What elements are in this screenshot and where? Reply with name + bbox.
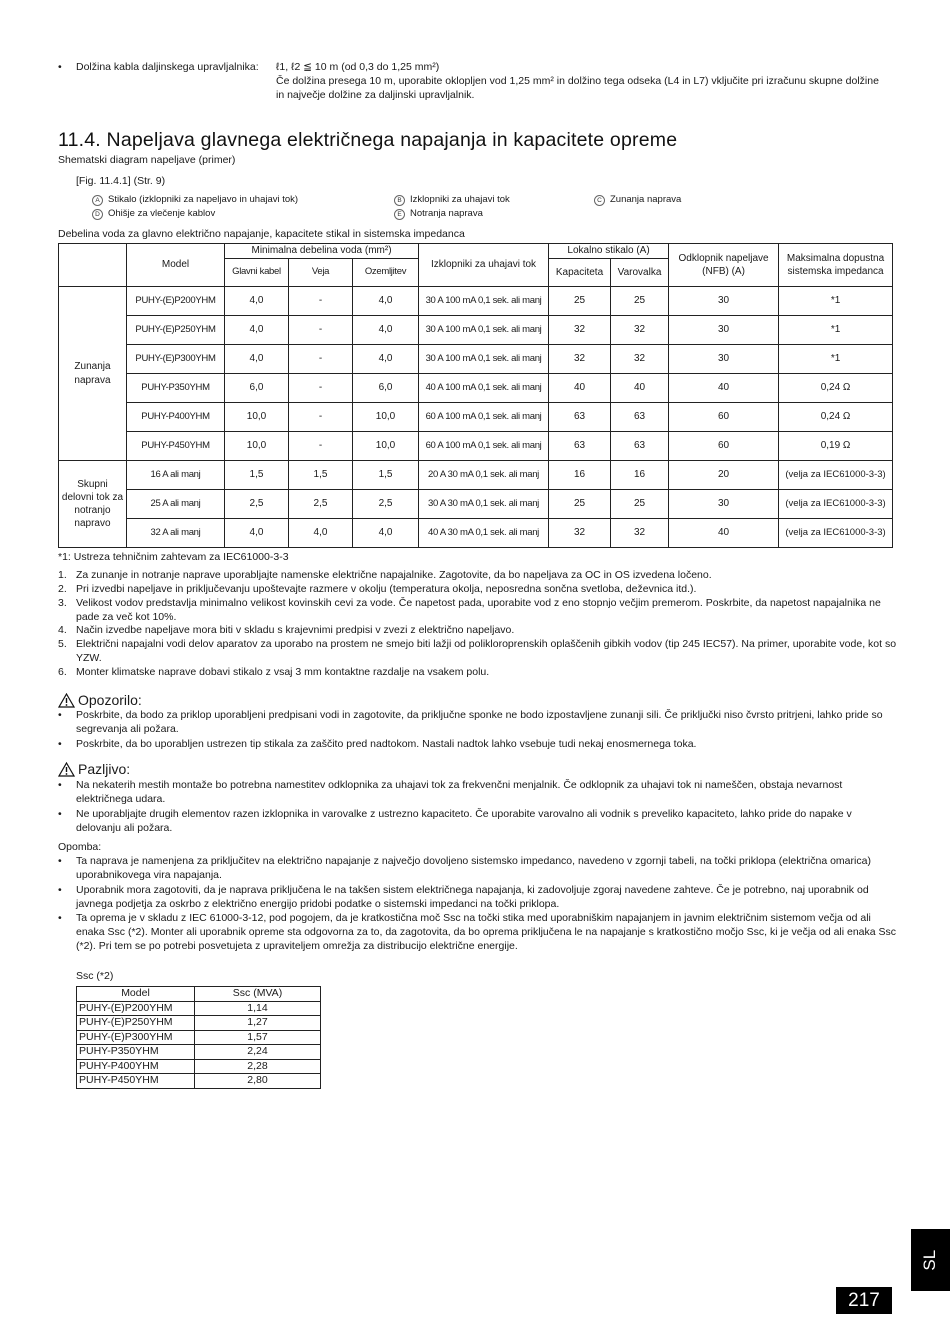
legend-key: B: [394, 195, 405, 206]
bullet: •: [58, 61, 62, 73]
table-row: [59, 432, 893, 461]
legend-text: Zunanja naprava: [610, 194, 682, 205]
cell-leak: 20 A 30 mA 0,1 sek. ali manj: [419, 461, 549, 490]
cable-length-line1: ℓ1, ℓ2 ≦ 10 m (od 0,3 do 1,25 mm²): [276, 61, 440, 73]
cell-fuse: 32: [611, 316, 669, 345]
cell-branch: 2,5: [289, 490, 353, 519]
ssc-table: [76, 986, 321, 1089]
cell-impedance: 0,24 Ω: [779, 403, 893, 432]
note-text: Velikost vodov predstavlja minimalno velikost kovinskih cevi za vode. Če napetost pada, uporabite vod z eno stopnjo večjim premerom. Poskrbite, da napetost napajalnika ne pade za več kot 10%.: [76, 596, 881, 623]
legend-item: [92, 208, 215, 221]
table-row: [59, 316, 893, 345]
legend-text: Stikalo (izklopniki za napeljavo in uhajavi tok): [108, 194, 299, 205]
legend-text: Izklopniki za uhajavi tok: [410, 194, 510, 205]
cell-nfb: 60: [669, 403, 779, 432]
cell-ground: 4,0: [353, 345, 419, 374]
ssc-value: 2,24: [195, 1045, 321, 1060]
cell-model: PUHY-P450YHM: [127, 432, 225, 461]
cell-fuse: 25: [611, 287, 669, 316]
cell-ground: 1,5: [353, 461, 419, 490]
legend-item: [394, 194, 510, 207]
caution-text: Ne uporabljajte drugih elementov razen izklopnika in varovalke z ustrezno kapaciteto. Če uporabite varovalno ali vodnik s preveliko kapaciteto, lahko pride do napake v delovanju ali požara.: [76, 807, 852, 834]
cell-nfb: 30: [669, 316, 779, 345]
note-number: 4.: [58, 624, 67, 637]
cell-main: 2,5: [225, 490, 289, 519]
cell-capacity: 63: [549, 403, 611, 432]
note-text: Za zunanje in notranje naprave uporabljajte namenske električne napajalnike. Zagotovite, da bo napeljava za OC in OS izvedena ločeno.: [76, 569, 712, 581]
remark-title: Opomba:: [58, 841, 102, 853]
cell-nfb: 20: [669, 461, 779, 490]
cell-nfb: 40: [669, 374, 779, 403]
section-title: 11.4. Napeljava glavnega električnega napajanja in kapacitete opreme: [58, 129, 678, 151]
ssc-caption: Ssc (*2): [76, 970, 114, 982]
cell-fuse: 16: [611, 461, 669, 490]
cell-fuse: 25: [611, 490, 669, 519]
remark-text: Uporabnik mora zagotoviti, da je naprava priključena le na takšen sistem električnega napajanja, ki zadovoljuje zgoraj navedene zahteve. Če je potrebno, naj uporabnik od javnega podjetja za oskrbo z električno energijo pridobi podatke o sistemski impedanci na točki priklopa.: [76, 883, 869, 910]
cell-model: 32 A ali manj: [127, 519, 225, 548]
cell-model: 16 A ali manj: [127, 461, 225, 490]
list-item: • Poskrbite, da bo uporabljen ustrezen tip stikala za zaščito pred nadtokom. Nastali nadtok lahko vsebuje tudi nekaj enosmernega toka.: [58, 737, 697, 750]
list-item: [58, 624, 898, 638]
note-number: 6.: [58, 666, 67, 679]
note-number: 3.: [58, 596, 67, 609]
cell-model: PUHY-(E)P200YHM: [127, 287, 225, 316]
warning-heading: [58, 691, 142, 709]
list-item: [58, 569, 898, 583]
ssc-header-value: Ssc (MVA): [195, 987, 321, 1002]
cell-impedance: (velja za IEC61000-3-3): [779, 519, 893, 548]
cable-length-label: Dolžina kabla daljinskega upravljalnika:: [76, 61, 259, 73]
cell-leak: 30 A 30 mA 0,1 sek. ali manj: [419, 490, 549, 519]
cell-main: 10,0: [225, 403, 289, 432]
cell-model: PUHY-P400YHM: [127, 403, 225, 432]
group-total-current: Skupni delovni tok za notranjo napravo: [59, 461, 127, 548]
list-item: • Na nekaterih mestih montaže bo potrebna namestitev odklopnika za uhajavi tok za frekvenčni menjalnik. Če odklopnik za uhajavi tok ni nameščen, obstaja nevarnost električnega udara.: [58, 779, 898, 807]
cell-leak: 40 A 100 mA 0,1 sek. ali manj: [419, 374, 549, 403]
caution-list: [58, 779, 898, 836]
cell-fuse: 40: [611, 374, 669, 403]
figure-reference: [Fig. 11.4.1] (Str. 9): [76, 175, 166, 187]
table-row: [59, 345, 893, 374]
header-model: Model: [127, 244, 225, 287]
cell-impedance: 0,19 Ω: [779, 432, 893, 461]
cell-nfb: 30: [669, 490, 779, 519]
header-ground: Ozemljitev: [353, 259, 419, 287]
header-capacity: Kapaciteta: [549, 259, 611, 287]
table-row: [77, 1001, 321, 1016]
cell-impedance: *1: [779, 345, 893, 374]
cell-leak: 60 A 100 mA 0,1 sek. ali manj: [419, 403, 549, 432]
cell-impedance: 0,24 Ω: [779, 374, 893, 403]
section-subtitle: Shematski diagram napeljave (primer): [58, 154, 236, 166]
legend-item: [394, 208, 483, 221]
legend-key: C: [594, 195, 605, 206]
cell-capacity: 25: [549, 287, 611, 316]
warning-list: [58, 709, 898, 753]
list-item: • Ta oprema je v skladu z IEC 61000-3-12, pod pogojem, da je kratkostična moč Ssc na točki stika med uporabniškim napajanjem in javnim električnim sistemom večja od ali enaka Ssc (*2). Monter ali uporabnik opreme sta odgovorna za to, da zagotovita, da bo oprema priključena le na napajanje s kratkostično močjo Ssc, ki je večja od ali enaka Ssc (*2). Pri tem se po potrebi posvetujeta z upraviteljem omrežja za distribucijo električne energije.: [58, 912, 897, 953]
note-text: Pri izvedbi napeljave in priključevanju upoštevajte razmere v okolju (temperatura okolja, neposredna sončna svetloba, deževnica itd.).: [76, 582, 697, 595]
cell-nfb: 30: [669, 345, 779, 374]
cell-main: 4,0: [225, 316, 289, 345]
list-item: [58, 597, 898, 625]
ssc-header-model: Model: [77, 987, 195, 1002]
cell-fuse: 63: [611, 432, 669, 461]
list-item: [58, 638, 898, 666]
ssc-model: PUHY-(E)P200YHM: [77, 1001, 195, 1016]
cell-leak: 60 A 100 mA 0,1 sek. ali manj: [419, 432, 549, 461]
ssc-model: PUHY-P350YHM: [77, 1045, 195, 1060]
cell-ground: 4,0: [353, 316, 419, 345]
warning-title: Opozorilo:: [78, 692, 142, 708]
cell-branch: -: [289, 432, 353, 461]
cell-leak: 30 A 100 mA 0,1 sek. ali manj: [419, 345, 549, 374]
legend-key: A: [92, 195, 103, 206]
table-caption: Debelina voda za glavno električno napajanje, kapacitete stikal in sistemska impedanca: [58, 228, 465, 240]
cell-capacity: 63: [549, 432, 611, 461]
cell-leak: 30 A 100 mA 0,1 sek. ali manj: [419, 316, 549, 345]
caution-heading: [58, 760, 130, 778]
cell-main: 4,0: [225, 345, 289, 374]
cell-branch: 4,0: [289, 519, 353, 548]
cell-main: 1,5: [225, 461, 289, 490]
table-row: [77, 1030, 321, 1045]
cell-branch: -: [289, 316, 353, 345]
list-item: • Uporabnik mora zagotoviti, da je naprava priključena le na takšen sistem električnega napajanja, ki zadovoljuje zgoraj navedene zahteve. Če je potrebno, naj uporabnik od javnega podjetja za oskrbo z električno energijo pridobi podatke o sistemski impedanci na točki priklopa.: [58, 884, 898, 912]
table-row: [59, 374, 893, 403]
remark-text: Ta naprava je namenjena za priključitev na električno napajanje z največjo dovoljeno sistemsko impedanco, navedeno v zgornji tabeli, na točki priklopa (električna omarica) uporabnikovega vira napajanja.: [76, 855, 871, 881]
ssc-value: 1,14: [195, 1001, 321, 1016]
cable-length-value: [276, 61, 886, 103]
list-item: [58, 666, 898, 680]
legend-text: Ohišje za vlečenje kablov: [108, 208, 216, 219]
table-row: [77, 1016, 321, 1031]
cell-branch: -: [289, 403, 353, 432]
cell-branch: 1,5: [289, 461, 353, 490]
note-number: 2.: [58, 582, 67, 595]
ssc-model: PUHY-P400YHM: [77, 1059, 195, 1074]
table-header-row: [77, 987, 321, 1002]
cell-ground: 10,0: [353, 432, 419, 461]
cell-branch: -: [289, 374, 353, 403]
cell-main: 10,0: [225, 432, 289, 461]
legend-key: E: [394, 209, 405, 220]
ssc-value: 2,80: [195, 1074, 321, 1089]
note-text: Monter klimatske naprave dobavi stikalo z vsaj 3 mm kontaktne razdalje na vsakem polu.: [76, 666, 490, 679]
legend-item: [594, 194, 681, 207]
cell-impedance: *1: [779, 287, 893, 316]
remark-list: [58, 855, 898, 955]
header-nfb: Odklopnik napeljave (NFB) (A): [669, 244, 779, 287]
ssc-model: PUHY-(E)P250YHM: [77, 1016, 195, 1031]
list-item: • Ta naprava je namenjena za priključitev na električno napajanje z največjo dovoljeno sistemsko impedanco, navedeno v zgornji tabeli, na točki priklopa (električna omarica) uporabnikovega vira napajanja.: [58, 855, 898, 883]
cell-capacity: 40: [549, 374, 611, 403]
ssc-value: 1,57: [195, 1030, 321, 1045]
cell-fuse: 32: [611, 345, 669, 374]
cell-model: PUHY-P350YHM: [127, 374, 225, 403]
cell-capacity: 25: [549, 490, 611, 519]
table-row: [59, 287, 893, 316]
ssc-model: PUHY-(E)P300YHM: [77, 1030, 195, 1045]
legend-key: D: [92, 209, 103, 220]
cell-branch: -: [289, 287, 353, 316]
remark-text: Ta oprema je v skladu z IEC 61000-3-12, pod pogojem, da je kratkostična moč Ssc na točki stika med uporabniškim napajanjem in javnim električnim sistemom večja od ali enaka Ssc (*2). Monter ali uporabnik opreme sta odgovorna za to, da zagotovita, da bo oprema priključena le na napajanje s kratkostično močjo Ssc, ki je večja od ali enaka Ssc (*2). Pri tem se po potrebi posvetujeta z upraviteljem omrežja za distribucijo električne energije.: [76, 912, 897, 953]
warning-text: Poskrbite, da bodo za priklop uporabljeni predpisani vodi in zagotovite, da priključne sponke ne bodo izpostavljene zunanji sili. Če priključki niso čvrsto pritrjeni, lahko pride so segrevanja ali požara.: [76, 709, 883, 735]
cell-branch: -: [289, 345, 353, 374]
header-max-impedance: Maksimalna dopustna sistemska impedanca: [779, 244, 893, 287]
legend-item: [92, 194, 298, 207]
cell-impedance: (velja za IEC61000-3-3): [779, 461, 893, 490]
cell-ground: 2,5: [353, 490, 419, 519]
group-outdoor: Zunanja naprava: [59, 287, 127, 461]
cell-main: 6,0: [225, 374, 289, 403]
caution-text: Na nekaterih mestih montaže bo potrebna namestitev odklopnika za uhajavi tok za frekvenčni menjalnik. Če odklopnik za uhajavi tok ni nameščen, obstaja nevarnost električnega udara.: [76, 779, 843, 805]
numbered-notes: [58, 569, 898, 680]
list-item: • Poskrbite, da bodo za priklop uporabljeni predpisani vodi in zagotovite, da priključne sponke ne bodo izpostavljene zunanji sili. Če priključki niso čvrsto pritrjeni, lahko pride so segrevanja ali požara.: [58, 709, 898, 737]
note-number: 5.: [58, 638, 67, 651]
cell-main: 4,0: [225, 287, 289, 316]
list-item: • Ne uporabljajte drugih elementov razen izklopnika in varovalke z ustrezno kapaciteto. Če uporabite varovalno ali vodnik s preveliko kapaciteto, lahko pride do napake v delovanju ali požara.: [58, 808, 898, 836]
header-leak-breaker: Izklopniki za uhajavi tok: [419, 244, 549, 287]
cell-ground: 6,0: [353, 374, 419, 403]
page-number: 217: [836, 1287, 892, 1314]
cable-length-line2: Če dolžina presega 10 m, uporabite oklopljen vod 1,25 mm² in dolžino tega odseka (L4 in L7) vključite pri izračunu skupne dolžine in največje dolžine za daljinski upravljalnik.: [276, 74, 879, 101]
table-row: [59, 461, 893, 490]
cell-leak: 40 A 30 mA 0,1 sek. ali manj: [419, 519, 549, 548]
cell-impedance: (velja za IEC61000-3-3): [779, 490, 893, 519]
caution-title: Pazljivo:: [78, 761, 131, 777]
cell-ground: 4,0: [353, 287, 419, 316]
note-text: Električni napajalni vodi delov aparatov za uporabo na prostem ne smejo biti lažji od polikloroprenskih oplaščenih gibkih vodov (tip 245 IEC57). Na primer, uporabite vode, kot so YZW.: [76, 638, 897, 665]
cell-leak: 30 A 100 mA 0,1 sek. ali manj: [419, 287, 549, 316]
language-code: SL: [920, 1249, 940, 1271]
cell-nfb: 60: [669, 432, 779, 461]
cell-nfb: 30: [669, 287, 779, 316]
ssc-model: PUHY-P450YHM: [77, 1074, 195, 1089]
cell-ground: 4,0: [353, 519, 419, 548]
legend-text: Notranja naprava: [410, 208, 483, 219]
cell-model: 25 A ali manj: [127, 490, 225, 519]
header-local-switch: Lokalno stikalo (A): [549, 244, 669, 259]
cell-model: PUHY-(E)P300YHM: [127, 345, 225, 374]
cell-nfb: 40: [669, 519, 779, 548]
header-empty: [59, 244, 127, 287]
note-text: Način izvedbe napeljave mora biti v skladu s krajevnimi predpisi v zvezi z električno napeljavo.: [76, 624, 515, 637]
list-item: [58, 583, 898, 597]
cell-model: PUHY-(E)P250YHM: [127, 316, 225, 345]
header-main-cable: Glavni kabel: [225, 259, 289, 287]
cell-capacity: 32: [549, 345, 611, 374]
table-row: [59, 490, 893, 519]
cell-main: 4,0: [225, 519, 289, 548]
header-min-thickness: Minimalna debelina voda (mm²): [225, 244, 419, 259]
caution-triangle-icon: [58, 762, 75, 777]
table-row: [77, 1059, 321, 1074]
cell-impedance: *1: [779, 316, 893, 345]
table-row: [77, 1045, 321, 1060]
cell-capacity: 32: [549, 316, 611, 345]
header-branch: Veja: [289, 259, 353, 287]
table-row: [59, 519, 893, 548]
cell-capacity: 16: [549, 461, 611, 490]
table-row: [59, 403, 893, 432]
cell-ground: 10,0: [353, 403, 419, 432]
header-fuse: Varovalka: [611, 259, 669, 287]
table-footnote: *1: Ustreza tehničnim zahtevam za IEC61000-3-3: [58, 551, 289, 563]
note-number: 1.: [58, 569, 67, 581]
cell-fuse: 32: [611, 519, 669, 548]
cell-capacity: 32: [549, 519, 611, 548]
warning-text: Poskrbite, da bo uporabljen ustrezen tip stikala za zaščito pred nadtokom. Nastali nadtok lahko vsebuje tudi nekaj enosmernega toka.: [76, 737, 697, 750]
warning-triangle-icon: [58, 693, 75, 708]
wiring-capacity-table: [58, 243, 893, 548]
ssc-value: 1,27: [195, 1016, 321, 1031]
ssc-value: 2,28: [195, 1059, 321, 1074]
table-row: [77, 1074, 321, 1089]
language-tab: [911, 1229, 950, 1291]
cell-fuse: 63: [611, 403, 669, 432]
